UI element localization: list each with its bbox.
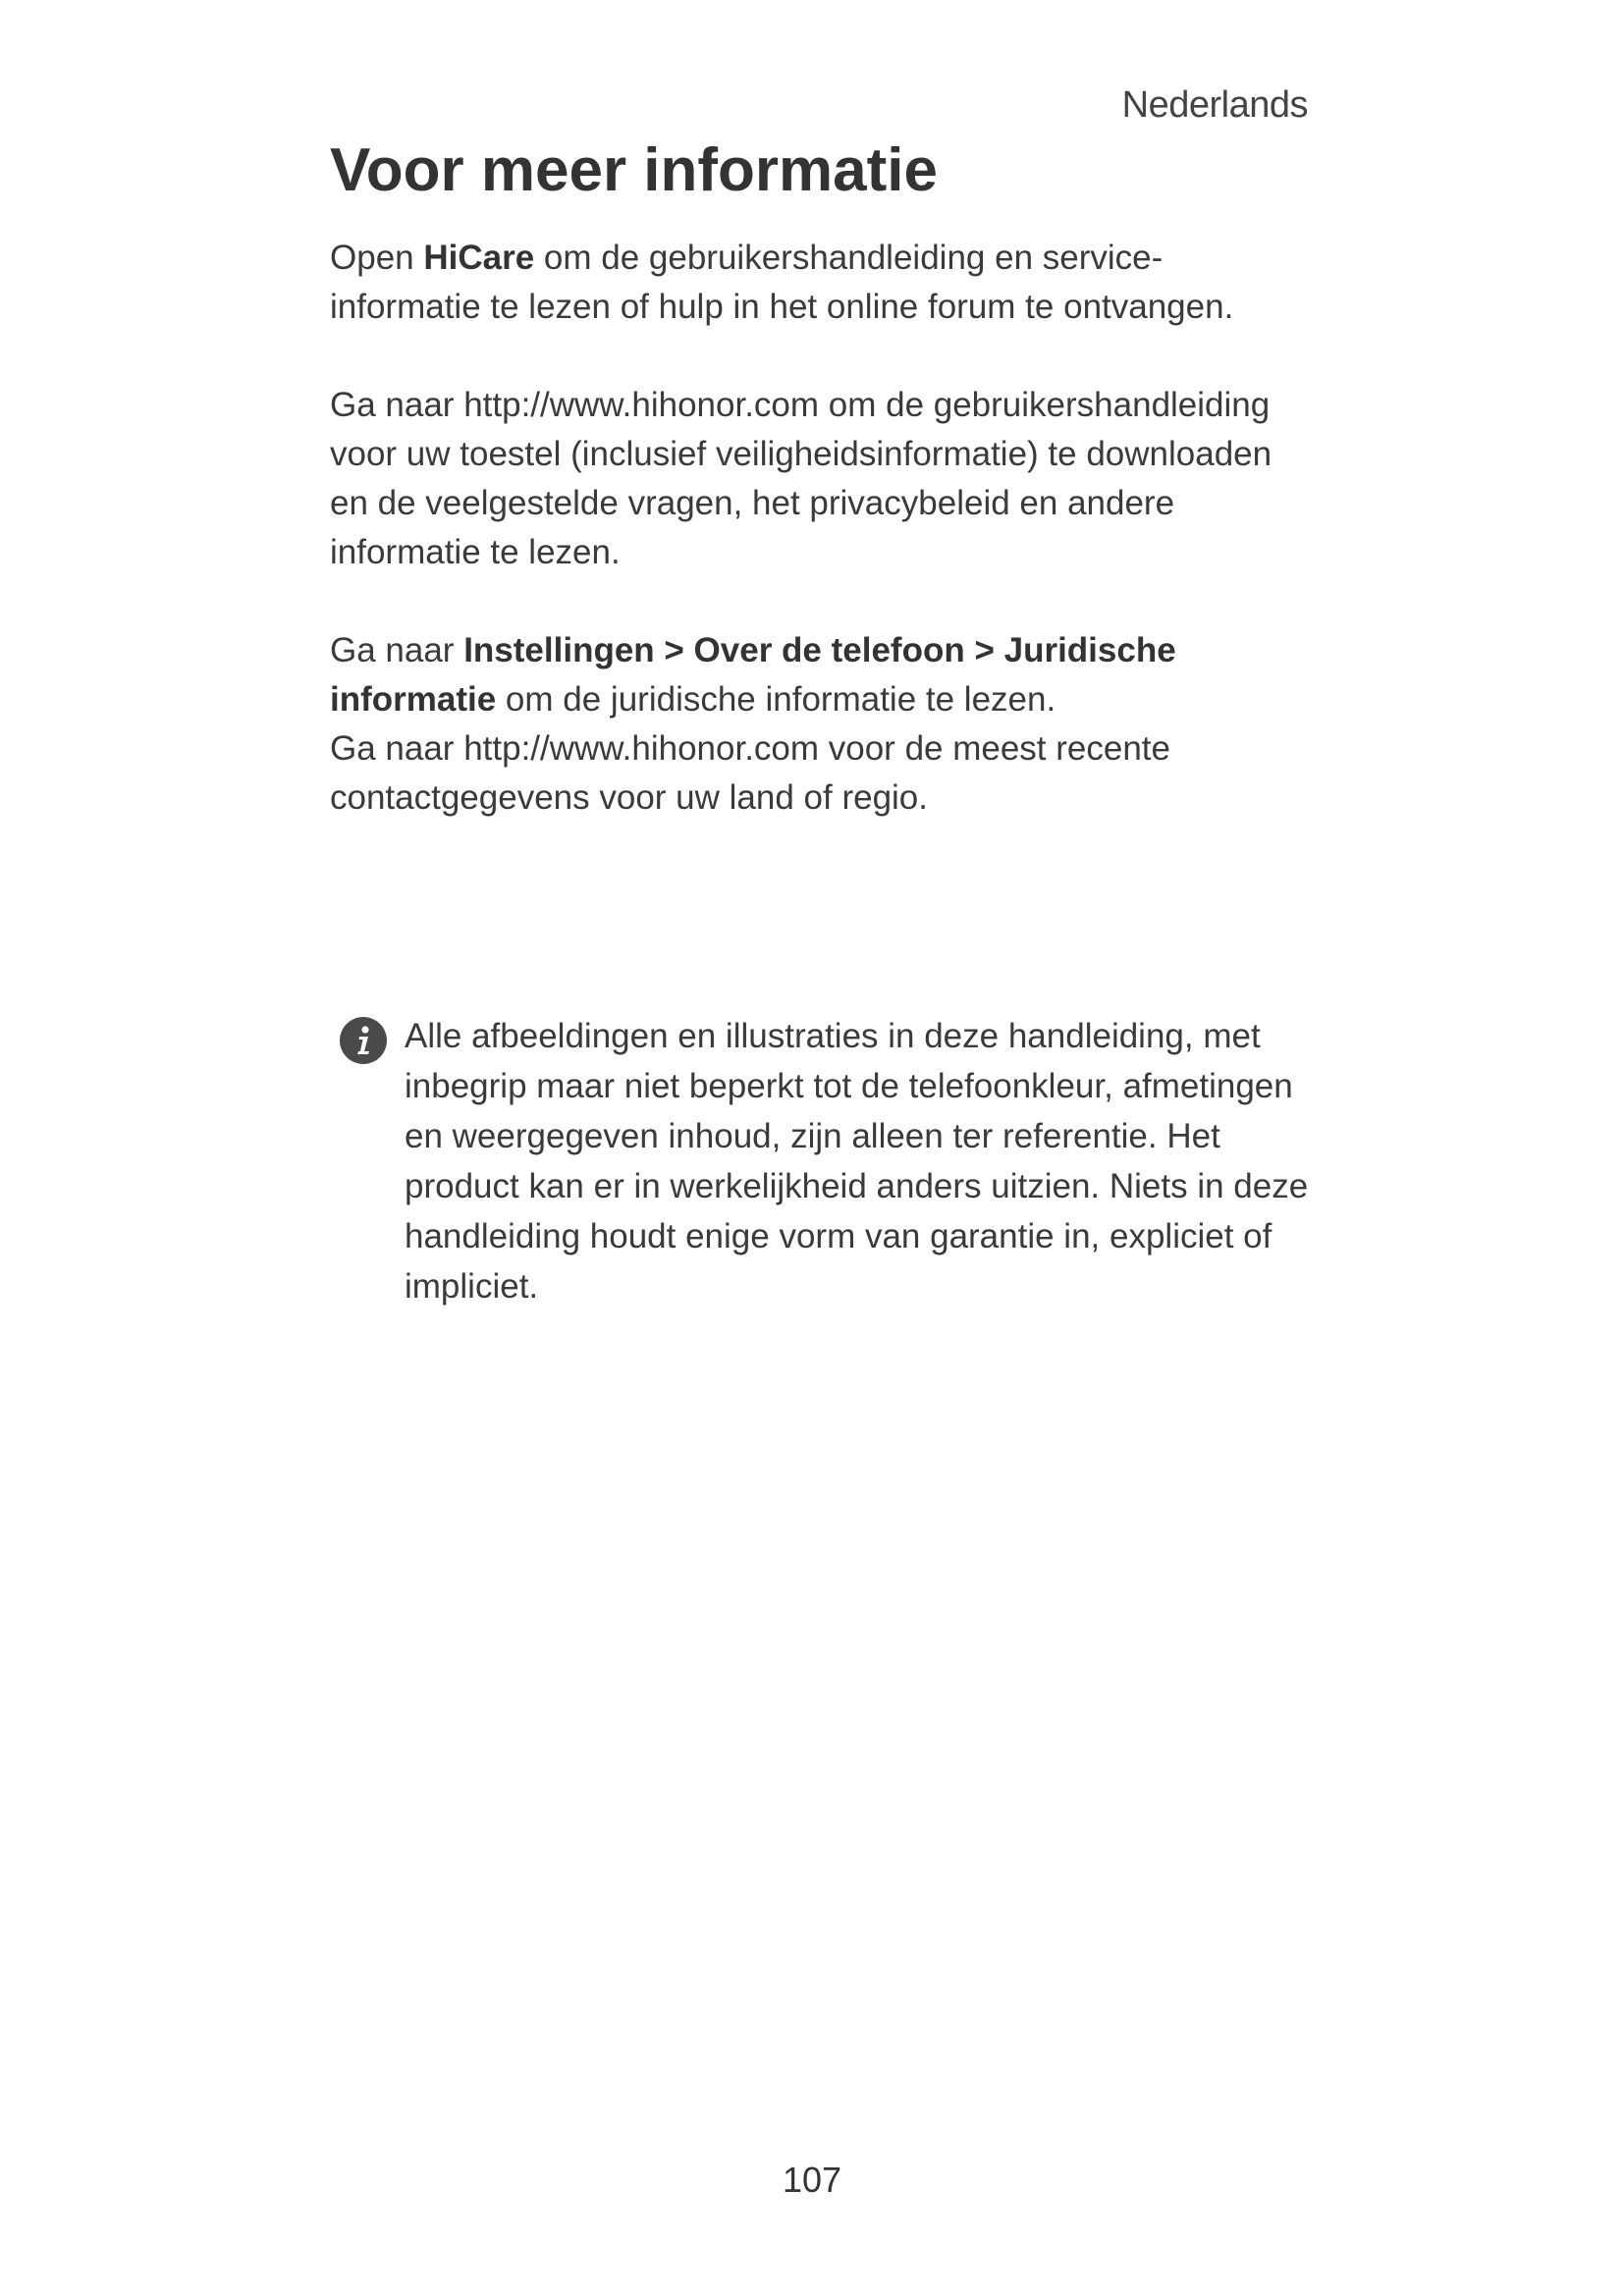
disclaimer-note [340,1011,1312,1311]
page-language-header: Nederlands [1121,84,1308,126]
hicare-prefix: Open [330,239,424,277]
settings-path: Instellingen > Over de telefoon > Juridische informatie [330,631,1176,719]
legal-paragraph [330,626,1312,724]
page-title: Voor meer informatie [330,136,939,204]
hicare-suffix: om de gebruikershandleiding en service-informatie te lezen of hulp in het online forum te ontvangen. [330,239,1234,326]
legal-suffix: om de juridische informatie te lezen. [496,680,1056,719]
hicare-app-name: HiCare [423,239,535,277]
download-paragraph: Ga naar http://www.hihonor.com om de gebruikershandleiding voor uw toestel (inclusief veiligheidsinformatie) te downloaden en de veelgestelde vragen, het privacybeleid en andere informatie te lezen. [330,386,1272,571]
contact-paragraph: Ga naar http://www.hihonor.com voor de meest recente contactgegevens voor uw land of regio. [330,729,1170,817]
page-number: 107 [782,2160,842,2200]
main-content [330,234,1312,823]
disclaimer-text: Alle afbeeldingen en illustraties in deze handleiding, met inbegrip maar niet beperkt tot de telefoonkleur, afmetingen en weergegeven inhoud, zijn alleen ter referentie. Het product kan er in werkelijkheid anders uitzien. Niets in deze handleiding houdt enige vorm van garantie in, expliciet of impliciet. [405,1017,1309,1306]
hicare-paragraph [330,234,1312,332]
legal-prefix: Ga naar [330,631,464,669]
info-icon [340,1017,387,1064]
